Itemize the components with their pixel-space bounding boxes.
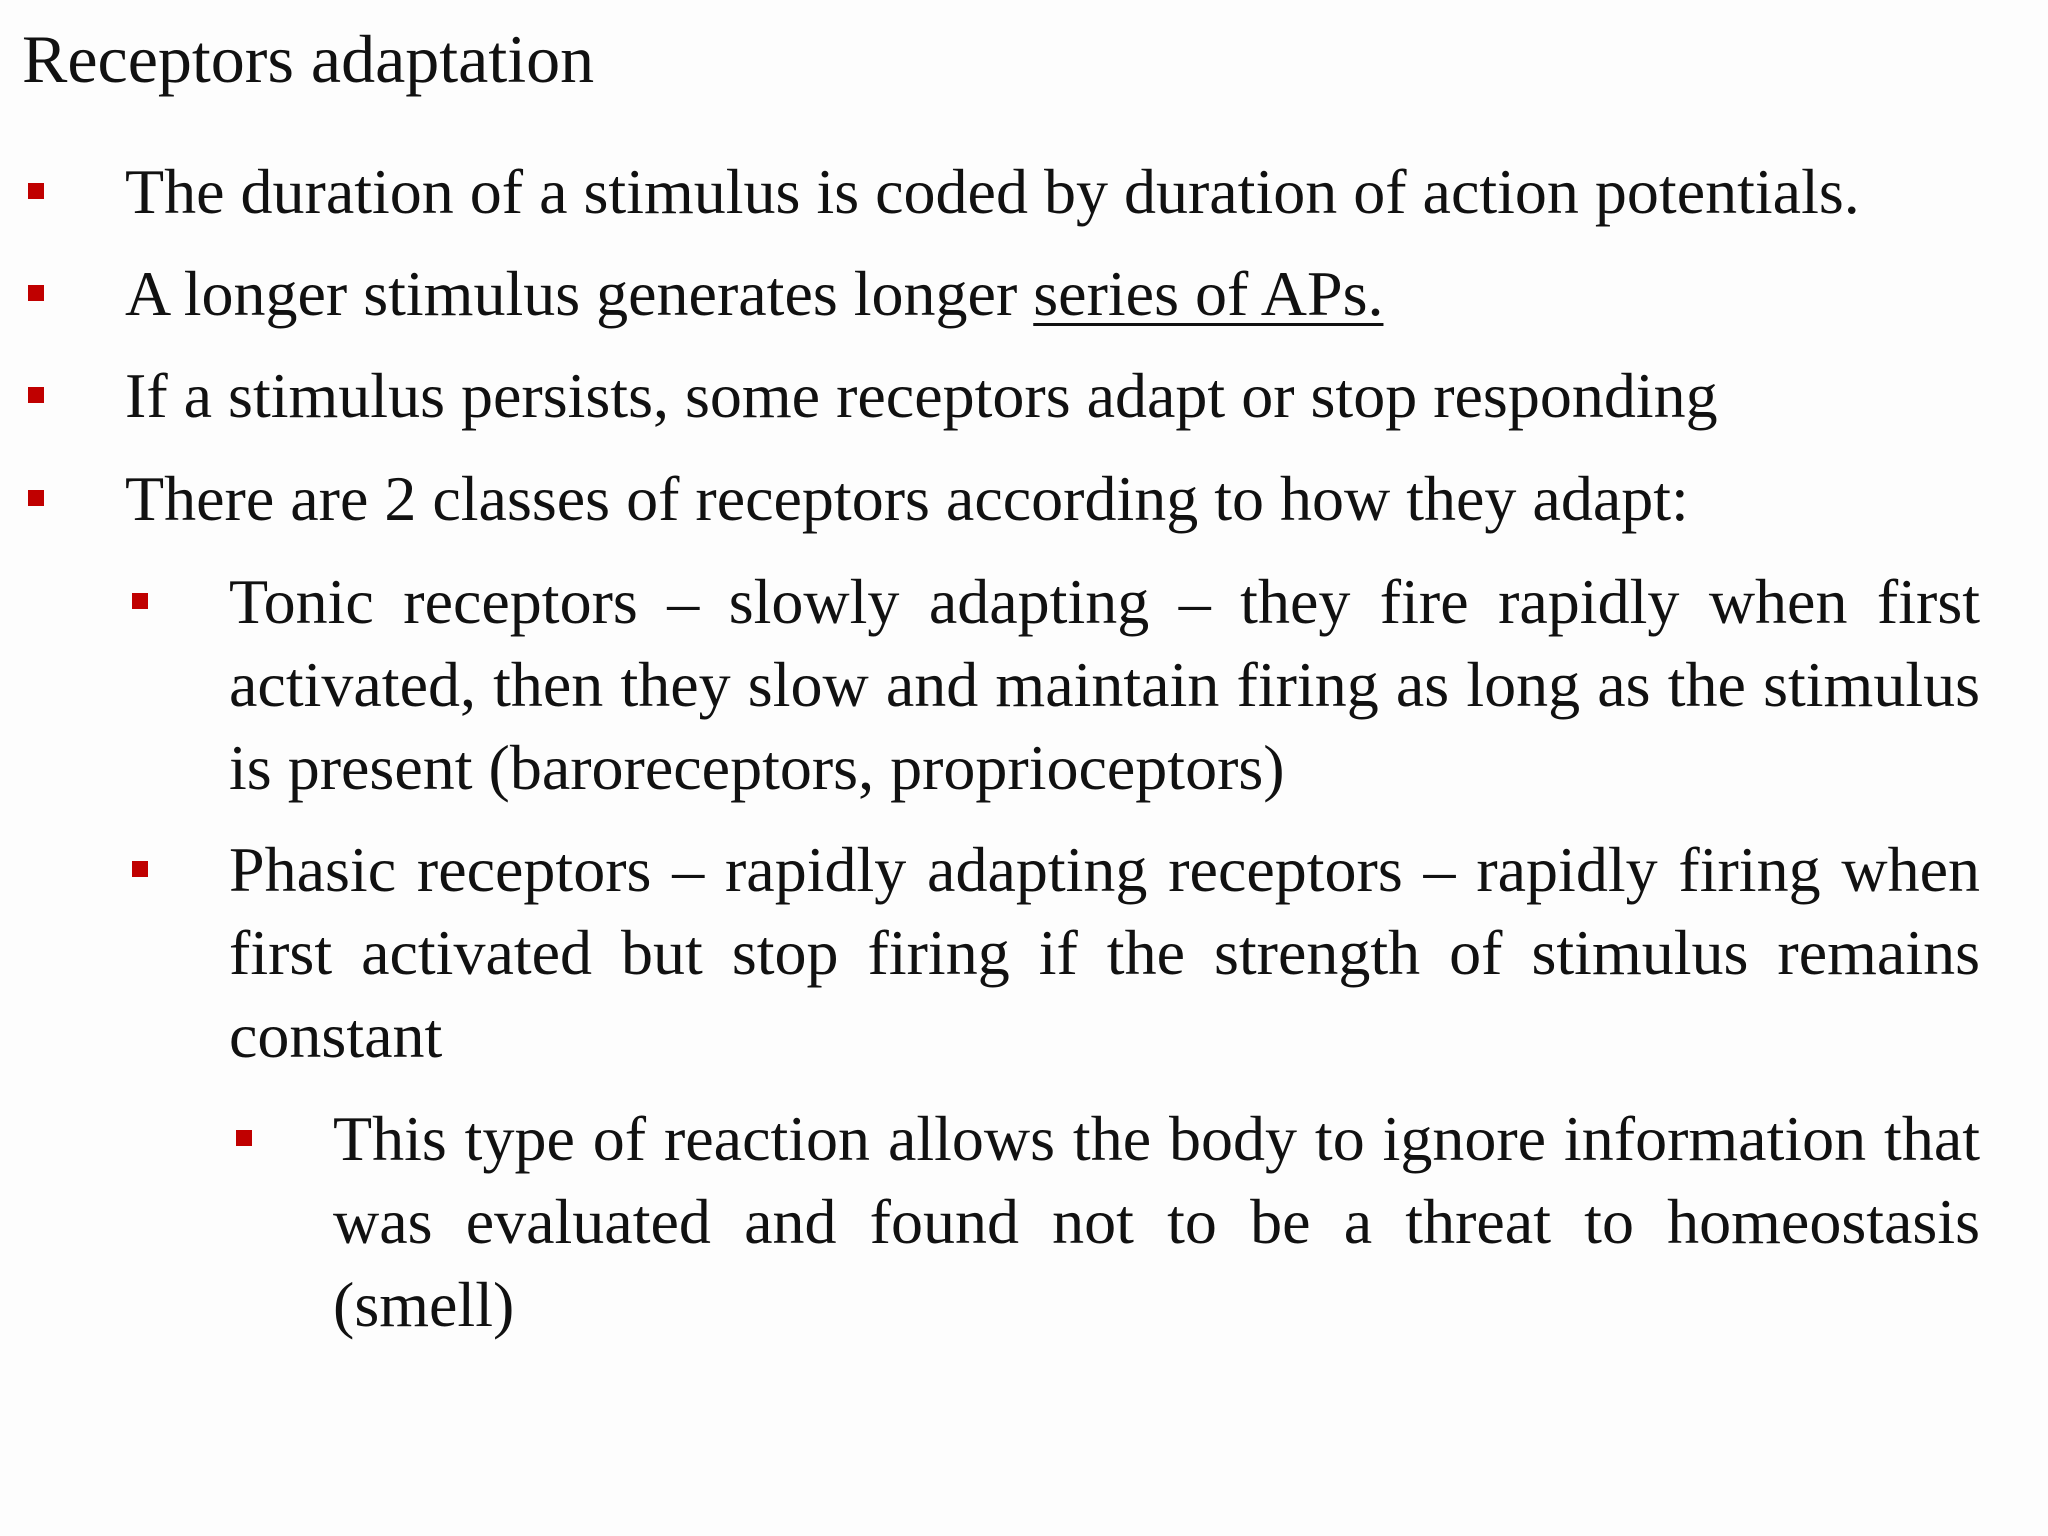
bullet-list bbox=[0, 150, 2048, 1346]
bullet-item bbox=[125, 457, 1980, 540]
bullet-item bbox=[125, 252, 1980, 335]
sub-sub-bullet-item bbox=[333, 1097, 1980, 1346]
square-bullet-icon bbox=[28, 490, 44, 506]
bullet-text: If a stimulus persists, some receptors adapt or stop responding bbox=[125, 360, 1718, 431]
bullet-text: Phasic receptors – rapidly adapting receptors – rapidly firing when first activated but stop firing if the strength of stimulus remains constant bbox=[229, 834, 1980, 1071]
bullet-item bbox=[125, 150, 1980, 233]
slide-title: Receptors adaptation bbox=[22, 21, 595, 97]
sub-bullet-item bbox=[229, 828, 1980, 1077]
square-bullet-icon bbox=[28, 183, 44, 199]
square-bullet-icon bbox=[236, 1130, 252, 1146]
square-bullet-icon bbox=[28, 285, 44, 301]
bullet-text: Tonic receptors – slowly adapting – they fire rapidly when first activated, then they slow and maintain firing as long as the stimulus is present (baroreceptors, proprioceptors) bbox=[229, 566, 1980, 803]
underlined-text: series of APs. bbox=[1033, 258, 1384, 329]
sub-bullet-item bbox=[229, 560, 1980, 809]
square-bullet-icon bbox=[132, 593, 148, 609]
bullet-text: There are 2 classes of receptors according to how they adapt: bbox=[125, 463, 1689, 534]
bullet-item bbox=[125, 354, 1980, 437]
square-bullet-icon bbox=[132, 861, 148, 877]
bullet-text: The duration of a stimulus is coded by duration of action potentials. bbox=[125, 156, 1860, 227]
bullet-text: This type of reaction allows the body to ignore information that was evaluated and found not to be a threat to homeostasis (smell) bbox=[333, 1103, 1980, 1340]
square-bullet-icon bbox=[28, 387, 44, 403]
bullet-text: A longer stimulus generates longer bbox=[125, 258, 1034, 329]
